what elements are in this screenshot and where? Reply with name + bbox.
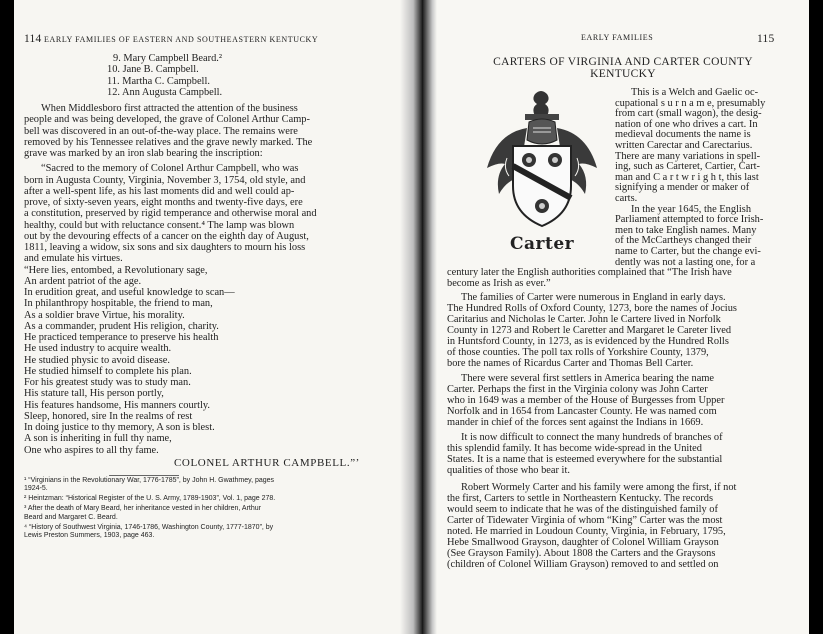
chapter-title xyxy=(447,56,799,80)
text-line: Carter of Tidewater Virginia of whom “King” Carter was the most xyxy=(447,515,723,527)
text-line: The Hundred Rolls of Oxford County, 1273, bore the names of Jocius xyxy=(447,303,737,315)
list-item: 12. Ann Augusta Campbell. xyxy=(107,86,223,98)
poem-line: His features handsome, His manners courtly. xyxy=(24,399,211,411)
text-line: healthy, could but with reluctance consent.⁴ The lamp was blown xyxy=(24,219,295,231)
text-line: men to take English names. Many xyxy=(615,224,757,236)
list-item: 10. Jane B. Campbell. xyxy=(107,64,199,76)
signature: COLONEL ARTHUR CAMPBELL.”’ xyxy=(174,456,360,469)
poem-line: In doing justice to thy memory, A son is blest. xyxy=(24,422,215,433)
page-number: 114 xyxy=(24,33,42,45)
text-line: this splendid family. It has become wide-spread in the United xyxy=(447,443,702,455)
text-line: bore the names of Ricardus Carter and Thomas Bell Carter. xyxy=(447,358,694,370)
text-line: name to Carter, but the change evi- xyxy=(615,246,761,257)
text-line: noted. He married in Loudoun County, Virginia, in February, 1795, xyxy=(447,526,726,538)
text-line: out by the devouring effects of a cancer on the eighth day of August, xyxy=(24,230,309,242)
footnote-line: 1924-5. xyxy=(24,485,48,493)
poem-line: He practiced temperance to preserve his health xyxy=(24,332,219,343)
text-line: nation of one who drives a cart. In xyxy=(615,118,758,130)
text-line: There were several first settlers in America bearing the name xyxy=(461,373,715,385)
text-line: There are many variations in spell- xyxy=(615,150,761,162)
text-line: people and was being developed, the grave of Colonel Arthur Camp- xyxy=(24,114,310,126)
text-line: of those counties. The poll tax rolls of Yorkshire County, 1379, xyxy=(447,347,709,359)
text-line: in Huntsford County, in 1273, as is evidenced by the Hundred Rolls xyxy=(447,336,729,348)
poem-line: His stature tall, His person portly, xyxy=(24,388,164,400)
text-line: The families of Carter were numerous in England in early days. xyxy=(461,292,726,304)
text-line: become as Irish as ever.” xyxy=(447,278,551,290)
page-number: 115 xyxy=(757,33,775,45)
poem-line: He studied physic to avoid disease. xyxy=(24,354,171,366)
chapter-title-line2: KENTUCKY xyxy=(590,68,656,80)
text-line: Robert Wormely Carter and his family were among the first, if not xyxy=(461,482,737,494)
text-line: the first, Carters to settle in Northeastern Kentucky. The records xyxy=(447,493,714,505)
poem-line: One who aspires to all thy fame. xyxy=(24,444,159,456)
text-line: a constitution, preserved by rigid temperance and otherwise moral and xyxy=(24,208,317,220)
poem-line: A son is inheriting in full thy name, xyxy=(24,433,172,445)
text-line: Caritarius and Nicholas le Carter. John le Cartere lived in Norfolk xyxy=(447,314,721,326)
running-head: EARLY FAMILIES xyxy=(581,33,654,42)
list-item: 11. Martha C. Campbell. xyxy=(107,75,210,87)
left-page xyxy=(14,0,400,634)
text-line: qualities of those who bear it. xyxy=(447,465,570,477)
text-line: This is a Welch and Gaelic oc- xyxy=(631,87,759,98)
poem-line: As a commander, prudent His religion, charity. xyxy=(24,320,219,332)
poem-line: In philanthropy hospitable, the friend to man, xyxy=(24,298,213,310)
text-line: Hebe Smallwood Grayson, daughter of Colonel William Grayson xyxy=(447,537,719,549)
poem-line: As a soldier brave Virtue, his morality. xyxy=(24,309,185,321)
text-line: of the McCartheys changed their xyxy=(615,235,752,247)
chapter-title-line1: CARTERS OF VIRGINIA AND CARTER COUNTY xyxy=(493,56,753,68)
footnote-line: ¹ “Virginians in the Revolutionary War, 1776-1785”, by John H. Gwathmey, pages xyxy=(24,476,275,484)
text-line: written Carectar and Carectarius. xyxy=(615,140,753,151)
text-line: ing, such as Carteret, Cartier, Cart- xyxy=(615,161,761,173)
text-line: 1811, leaving a widow, six sons and six daughters to mourn his loss xyxy=(24,242,306,253)
text-line: When Middlesboro first attracted the attention of the business xyxy=(41,103,298,114)
text-line: mander in chief of the forces sent against the Indians in 1669. xyxy=(447,417,704,429)
text-line: Parliament attempted to force Irish- xyxy=(615,214,764,226)
text-line: medieval documents the name is xyxy=(615,129,751,141)
text-line: would seem to indicate that he was of the distinguished family of xyxy=(447,504,718,516)
text-line: after a well-spent life, as his last moments did and well could ap- xyxy=(24,185,295,197)
right-page-number-wrap xyxy=(757,33,774,45)
book-gutter-left xyxy=(400,0,422,634)
footnote-rule xyxy=(109,475,179,476)
text-line: “Sacred to the memory of Colonel Arthur Campbell, who was xyxy=(41,163,299,175)
footnote-line: ⁴ “History of Southwest Virginia, 1746-1786, Washington County, 1777-1870”, by xyxy=(24,523,274,531)
poem-line: He used industry to acquire wealth. xyxy=(24,343,172,355)
text-line: bell was discovered in an out-of-the-way place. The remains were xyxy=(24,125,298,137)
text-line: (See Grayson Family). About 1808 the Carters and the Graysons xyxy=(447,548,716,560)
poem-line: Sleep, honored, sire In the realms of rest xyxy=(24,410,193,422)
text-line: carts. xyxy=(615,193,638,204)
text-line: Norfolk and in 1654 from Lancaster County. He was named com xyxy=(447,406,717,418)
text-line: who in 1649 was a member of the House of Burgesses from Upper xyxy=(447,395,725,407)
footnote-line: Beard and Margaret C. Beard. xyxy=(24,513,118,521)
right-header xyxy=(581,33,653,43)
text-line: States. It is a name that is esteemed everywhere for the substantial xyxy=(447,454,723,466)
crest-caption: Carter xyxy=(510,234,575,254)
text-line: century later the English authorities complained that “The Irish have xyxy=(447,267,732,279)
list-item: 9. Mary Campbell Beard.² xyxy=(113,53,223,64)
text-line: Carter. Perhaps the first in the Virginia colony was John Carter xyxy=(447,384,708,396)
text-line: man and C a r t w r i g h t, this last xyxy=(615,171,759,183)
text-line: from cart (small wagon), the desig- xyxy=(615,108,762,120)
footnote-line: Lewis Preston Summers, 1903, page 463. xyxy=(24,531,155,539)
text-line: born in Augusta County, Virginia, November 3, 1754, old style, and xyxy=(24,174,306,186)
poem-line: “Here lies, entombed, a Revolutionary sage, xyxy=(24,264,208,276)
text-line: signifying a mender or maker of xyxy=(615,182,750,194)
poem-line: An ardent patriot of the age. xyxy=(24,275,142,287)
text-line: grave was marked by an iron slab bearing the inscription: xyxy=(24,148,263,159)
text-line: (children of Colonel William Grayson) removed to and settled on xyxy=(447,559,719,571)
text-line: and emulate his virtues. xyxy=(24,253,123,265)
text-line: dently was not a lasting one, for a xyxy=(615,256,756,268)
poem-line: In erudition great, and useful knowledge to scan— xyxy=(24,287,235,298)
text-line: County in 1273 and Robert le Caretter and Margaret le Careter lived xyxy=(447,325,732,337)
running-head: EARLY FAMILIES OF EASTERN AND SOUTHEASTERN KENTUCKY xyxy=(44,35,319,44)
right-page xyxy=(437,0,809,634)
text-line: cupational s u r n a m e, presumably xyxy=(615,97,766,109)
footnote-line: ³ After the death of Mary Beard, her inheritance vested in her children, Arthur xyxy=(24,505,261,513)
poem-line: He studied himself to complete his plan. xyxy=(24,365,192,377)
text-line: In the year 1645, the English xyxy=(631,203,752,215)
footnote-line: ² Heintzman: “Historical Register of the U. S. Army, 1789-1903”, Vol. 1, page 278. xyxy=(24,495,276,503)
left-header xyxy=(24,33,318,45)
poem-line: For his greatest study was to study man. xyxy=(24,377,191,388)
text-line: It is now difficult to connect the many hundreds of branches of xyxy=(461,432,723,444)
coat-of-arms-icon xyxy=(477,88,607,238)
book-gutter-right xyxy=(422,0,437,634)
text-line: prove, of sixty-seven years, eight months and twenty-five days, ere xyxy=(24,197,303,208)
text-line: removed by his Tennessee relatives and the grave newly marked. The xyxy=(24,136,313,148)
